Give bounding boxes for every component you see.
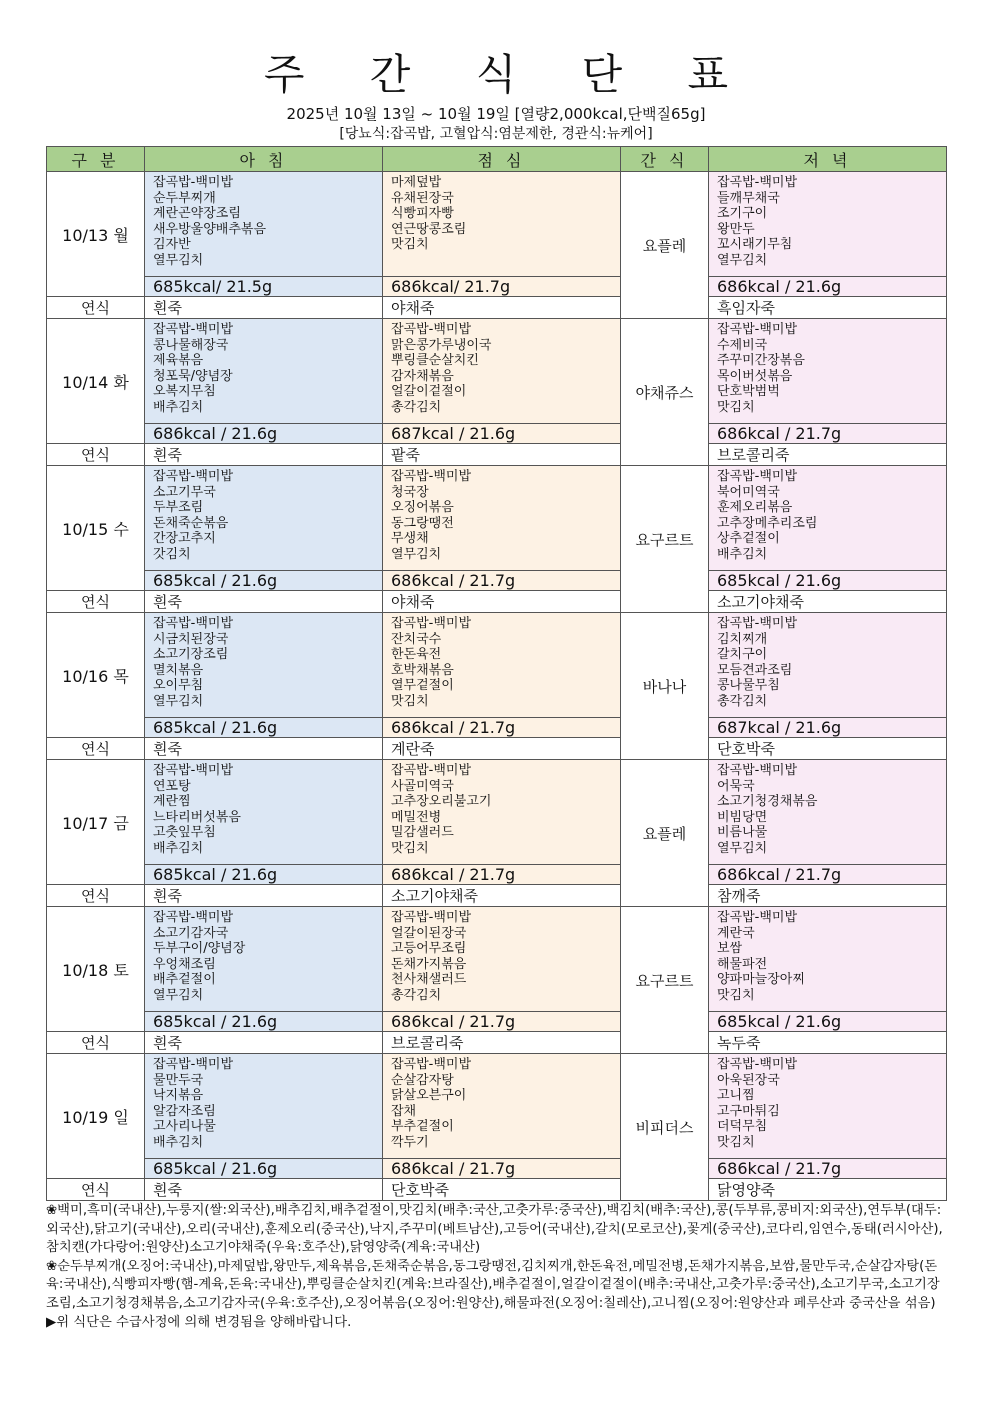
kcal-row — [47, 571, 947, 591]
lunch-item: 천사채샐러드 — [391, 972, 467, 988]
dinner-item: 해물파전 — [717, 956, 768, 972]
breakfast-item: 간장고추지 — [153, 531, 216, 547]
kcal-row — [47, 1159, 947, 1179]
dinner-item: 총각김치 — [717, 693, 768, 709]
breakfast-items — [145, 319, 383, 424]
dinner-item: 김치찌개 — [717, 631, 768, 647]
dinner-items — [709, 613, 947, 718]
lunch-item: 맛김치 — [391, 693, 429, 709]
lunch-item: 고추장오리불고기 — [391, 794, 492, 810]
dinner-item: 단호박범벅 — [717, 384, 780, 400]
lunch-kcal: 686kcal / 21.7g — [383, 718, 621, 738]
breakfast-porridge: 흰죽 — [145, 885, 383, 907]
dinner-item: 고추장메추리조림 — [717, 515, 818, 531]
dinner-item: 보쌈 — [717, 941, 743, 957]
lunch-item: 잡곡밥-백미밥 — [391, 322, 472, 337]
breakfast-item: 소고기감자국 — [153, 925, 229, 941]
porridge-label: 연식 — [47, 1179, 145, 1201]
dinner-kcal: 685kcal / 21.6g — [709, 571, 947, 591]
dinner-items — [709, 319, 947, 424]
weekly-menu-table — [46, 146, 947, 1201]
dinner-item: 맛김치 — [717, 399, 755, 415]
dinner-item: 목이버섯볶음 — [717, 368, 793, 384]
dinner-item: 잡곡밥-백미밥 — [717, 469, 798, 484]
dinner-item: 열무김치 — [717, 252, 768, 268]
breakfast-item: 물만두국 — [153, 1072, 204, 1088]
breakfast-item: 잡곡밥-백미밥 — [153, 322, 234, 337]
dinner-item: 상추겉절이 — [717, 531, 780, 547]
dinner-item: 더덕무침 — [717, 1119, 768, 1135]
dinner-item: 훈제오리볶음 — [717, 500, 793, 516]
origin-notes — [46, 1202, 950, 1332]
breakfast-item: 우엉채조림 — [153, 956, 216, 972]
breakfast-item: 김자반 — [153, 237, 191, 253]
dinner-item: 비름나물 — [717, 825, 768, 841]
lunch-item: 뿌링클순살치킨 — [391, 353, 479, 369]
dinner-item: 맛김치 — [717, 987, 755, 1003]
breakfast-item: 배추김치 — [153, 840, 204, 856]
dinner-item: 들깨무채국 — [717, 190, 780, 206]
breakfast-item: 잡곡밥-백미밥 — [153, 469, 234, 484]
lunch-item: 잡곡밥-백미밥 — [391, 469, 472, 484]
dinner-items — [709, 172, 947, 277]
dinner-item: 열무김치 — [717, 840, 768, 856]
porridge-row — [47, 885, 947, 907]
lunch-item: 식빵피자빵 — [391, 206, 454, 222]
change-notice: ▶위 식단은 수급사정에 의해 변경됨을 양해바랍니다. — [46, 1314, 352, 1330]
kcal-row — [47, 277, 947, 297]
breakfast-kcal: 685kcal / 21.6g — [145, 865, 383, 885]
breakfast-items — [145, 466, 383, 571]
breakfast-items — [145, 1054, 383, 1159]
day-row — [47, 1054, 947, 1159]
breakfast-item: 순두부찌개 — [153, 190, 216, 206]
lunch-item: 한돈육전 — [391, 647, 442, 663]
porridge-label: 연식 — [47, 444, 145, 466]
day-label: 10/14 화 — [47, 319, 145, 444]
lunch-item: 잔치국수 — [391, 631, 442, 647]
lunch-item: 오징어볶음 — [391, 500, 454, 516]
day-label: 10/19 일 — [47, 1054, 145, 1179]
header-snack: 간 식 — [621, 147, 709, 172]
dinner-porridge: 소고기야채죽 — [709, 591, 947, 613]
lunch-item: 감자채볶음 — [391, 368, 454, 384]
breakfast-item: 낙지볶음 — [153, 1088, 204, 1104]
lunch-porridge: 계란죽 — [383, 738, 621, 760]
kcal-row — [47, 1012, 947, 1032]
lunch-item: 깍두기 — [391, 1134, 429, 1150]
dinner-item: 꼬시래기무침 — [717, 237, 793, 253]
dinner-item: 배추김치 — [717, 546, 768, 562]
dinner-kcal: 686kcal / 21.6g — [709, 277, 947, 297]
lunch-item: 잡채 — [391, 1103, 417, 1119]
lunch-item: 열무겉절이 — [391, 678, 454, 694]
dinner-item: 북어미역국 — [717, 484, 780, 500]
breakfast-item: 열무김치 — [153, 987, 204, 1003]
snack-cell: 바나나 — [621, 613, 709, 760]
dinner-item: 주꾸미간장볶음 — [717, 353, 805, 369]
date-range-subtitle: 2025년 10월 13일 ~ 10월 19일 [열량2,000kcal,단백질65g] — [286, 105, 706, 123]
breakfast-item: 배추김치 — [153, 399, 204, 415]
porridge-label: 연식 — [47, 738, 145, 760]
breakfast-item: 제육볶음 — [153, 353, 204, 369]
dinner-item: 잡곡밥-백미밥 — [717, 175, 798, 190]
dinner-porridge: 단호박죽 — [709, 738, 947, 760]
breakfast-kcal: 685kcal/ 21.5g — [145, 277, 383, 297]
kcal-row — [47, 718, 947, 738]
lunch-item: 맛김치 — [391, 237, 429, 253]
dinner-item: 콩나물무침 — [717, 678, 780, 694]
lunch-porridge: 팥죽 — [383, 444, 621, 466]
dinner-item: 수제비국 — [717, 337, 768, 353]
dinner-items — [709, 466, 947, 571]
lunch-items — [383, 1054, 621, 1159]
breakfast-item: 멸치볶음 — [153, 662, 204, 678]
porridge-row — [47, 591, 947, 613]
lunch-items — [383, 466, 621, 571]
breakfast-kcal: 685kcal / 21.6g — [145, 571, 383, 591]
breakfast-porridge: 흰죽 — [145, 591, 383, 613]
lunch-item: 동그랑땡전 — [391, 515, 454, 531]
snack-cell: 요플레 — [621, 760, 709, 907]
lunch-items — [383, 907, 621, 1012]
lunch-kcal: 686kcal / 21.7g — [383, 1159, 621, 1179]
breakfast-item: 느타리버섯볶음 — [153, 809, 241, 825]
breakfast-item: 고춧잎무침 — [153, 825, 216, 841]
day-label: 10/13 월 — [47, 172, 145, 297]
breakfast-item: 잡곡밥-백미밥 — [153, 616, 234, 631]
lunch-item: 메밀전병 — [391, 809, 442, 825]
day-label: 10/15 수 — [47, 466, 145, 591]
lunch-item: 고등어무조림 — [391, 941, 467, 957]
lunch-kcal: 687kcal / 21.6g — [383, 424, 621, 444]
day-label: 10/17 금 — [47, 760, 145, 885]
dinner-item: 왕만두 — [717, 221, 755, 237]
lunch-porridge: 단호박죽 — [383, 1179, 621, 1201]
breakfast-item: 콩나물해장국 — [153, 337, 229, 353]
dinner-item: 잡곡밥-백미밥 — [717, 1057, 798, 1072]
dinner-porridge: 참깨죽 — [709, 885, 947, 907]
kcal-row — [47, 424, 947, 444]
dinner-items — [709, 760, 947, 865]
lunch-kcal: 686kcal/ 21.7g — [383, 277, 621, 297]
breakfast-porridge: 흰죽 — [145, 738, 383, 760]
lunch-item: 잡곡밥-백미밥 — [391, 616, 472, 631]
origin-note-1: ❀백미,흑미(국내산),누룽지(쌀:외국산),배추김치,배추겉절이,맛김치(배추:국산,고춧가루:중국산),백김치(배추:국산),콩(두부류,콩비지:외국산),연두부(대두:외국산),닭고기(국내산),오리(국내산),훈제오리(중국산),낙지,주꾸미(베트남산),고등어(국내산),갈치(모로코산),꽃게(중국산),코다리,임연수,동태(러시아산),참치캔(가다랑어:원양산)소고기야채죽(우육:호주산),닭영양죽(계육:국내산) — [46, 1203, 943, 1256]
dinner-item: 잡곡밥-백미밥 — [717, 322, 798, 337]
lunch-item: 유채된장국 — [391, 190, 454, 206]
lunch-item: 열무김치 — [391, 546, 442, 562]
breakfast-item: 잡곡밥-백미밥 — [153, 1057, 234, 1072]
breakfast-items — [145, 907, 383, 1012]
porridge-row — [47, 1179, 947, 1201]
dinner-item: 계란국 — [717, 925, 755, 941]
breakfast-item: 열무김치 — [153, 252, 204, 268]
dinner-items — [709, 1054, 947, 1159]
breakfast-porridge: 흰죽 — [145, 444, 383, 466]
snack-cell: 요구르트 — [621, 466, 709, 613]
kcal-row — [47, 865, 947, 885]
breakfast-item: 돈채죽순볶음 — [153, 515, 229, 531]
snack-cell: 야채쥬스 — [621, 319, 709, 466]
breakfast-item: 오복지무침 — [153, 384, 216, 400]
origin-note-2: ❀순두부찌개(오징어:국내산),마제덮밥,왕만두,제육볶음,돈채죽순볶음,동그랑땡전,김치찌개,한돈육전,메밀전병,돈채가지볶음,보쌈,물만두국,순살감자탕(돈육:국내산),식빵피자빵(햄-계육,돈육:국내산),뿌링클순살치킨(계육:브라질산),배추겉절이,얼갈이겉절이(배추:국내산,고춧가루:중국산),소고기무국,소고기장조림,소고기청경채볶음,소고기감자국(우육:호주산),오징어볶음(오징어:원양산),해물파전(오징어:칠레산),고니찜(오징어:원양산과 페루산과 중국산을 섞음) — [46, 1258, 940, 1311]
dinner-item: 양파마늘장아찌 — [717, 972, 805, 988]
dinner-item: 잡곡밥-백미밥 — [717, 616, 798, 631]
dinner-porridge: 흑임자죽 — [709, 297, 947, 319]
breakfast-porridge: 흰죽 — [145, 1032, 383, 1054]
breakfast-item: 계란곤약장조림 — [153, 206, 241, 222]
lunch-items — [383, 760, 621, 865]
breakfast-item: 배추김치 — [153, 1134, 204, 1150]
breakfast-item: 소고기장조림 — [153, 647, 229, 663]
day-label: 10/16 목 — [47, 613, 145, 738]
lunch-items — [383, 613, 621, 718]
lunch-porridge: 소고기야채죽 — [383, 885, 621, 907]
day-row — [47, 466, 947, 571]
lunch-item: 돈채가지볶음 — [391, 956, 467, 972]
day-row — [47, 172, 947, 277]
dinner-items — [709, 907, 947, 1012]
lunch-item: 호박채볶음 — [391, 662, 454, 678]
lunch-kcal: 686kcal / 21.7g — [383, 865, 621, 885]
dinner-item: 비빔당면 — [717, 809, 768, 825]
snack-cell: 요플레 — [621, 172, 709, 319]
porridge-label: 연식 — [47, 885, 145, 907]
dinner-kcal: 686kcal / 21.7g — [709, 424, 947, 444]
dinner-item: 잡곡밥-백미밥 — [717, 763, 798, 778]
breakfast-item: 두부구이/양념장 — [153, 941, 246, 957]
header-row — [47, 147, 947, 172]
lunch-item: 사골미역국 — [391, 778, 454, 794]
lunch-porridge: 야채죽 — [383, 297, 621, 319]
breakfast-item: 잡곡밥-백미밥 — [153, 175, 234, 190]
dinner-item: 모듬견과조림 — [717, 662, 793, 678]
breakfast-items — [145, 172, 383, 277]
dinner-porridge: 브로콜리죽 — [709, 444, 947, 466]
porridge-row — [47, 297, 947, 319]
breakfast-item: 새우방울양배추볶음 — [153, 221, 267, 237]
breakfast-item: 갓김치 — [153, 546, 191, 562]
day-row — [47, 760, 947, 865]
breakfast-kcal: 685kcal / 21.6g — [145, 1012, 383, 1032]
breakfast-porridge: 흰죽 — [145, 1179, 383, 1201]
breakfast-item: 계란찜 — [153, 794, 191, 810]
dinner-kcal: 685kcal / 21.6g — [709, 1012, 947, 1032]
breakfast-item: 잡곡밥-백미밥 — [153, 910, 234, 925]
lunch-items — [383, 172, 621, 277]
header-breakfast: 아 침 — [145, 147, 383, 172]
dinner-item: 갈치구이 — [717, 647, 768, 663]
breakfast-item: 잡곡밥-백미밥 — [153, 763, 234, 778]
diet-note-subtitle: [당뇨식:잡곡밥, 고혈압식:염분제한, 경관식:뉴케어] — [339, 126, 653, 142]
porridge-label: 연식 — [47, 591, 145, 613]
breakfast-item: 고사리나물 — [153, 1119, 216, 1135]
dinner-item: 고니찜 — [717, 1088, 755, 1104]
lunch-kcal: 686kcal / 21.7g — [383, 571, 621, 591]
day-label: 10/18 토 — [47, 907, 145, 1032]
dinner-porridge: 닭영양죽 — [709, 1179, 947, 1201]
lunch-item: 맑은콩가루냉이국 — [391, 337, 492, 353]
snack-cell: 비피더스 — [621, 1054, 709, 1201]
page-title: 주 간 식 단 표 — [263, 50, 755, 99]
porridge-row — [47, 444, 947, 466]
breakfast-item: 오이무침 — [153, 678, 204, 694]
lunch-item: 닭살오븐구이 — [391, 1088, 467, 1104]
breakfast-item: 열무김치 — [153, 693, 204, 709]
breakfast-kcal: 685kcal / 21.6g — [145, 1159, 383, 1179]
dinner-item: 소고기청경채볶음 — [717, 794, 818, 810]
dinner-item: 잡곡밥-백미밥 — [717, 910, 798, 925]
lunch-item: 총각김치 — [391, 987, 442, 1003]
lunch-item: 부추겉절이 — [391, 1119, 454, 1135]
breakfast-item: 연포탕 — [153, 778, 191, 794]
lunch-item: 청국장 — [391, 484, 429, 500]
dinner-kcal: 686kcal / 21.7g — [709, 865, 947, 885]
breakfast-porridge: 흰죽 — [145, 297, 383, 319]
breakfast-item: 시금치된장국 — [153, 631, 229, 647]
header-lunch: 점 심 — [383, 147, 621, 172]
dinner-item: 어묵국 — [717, 778, 755, 794]
porridge-label: 연식 — [47, 297, 145, 319]
breakfast-item: 알감자조림 — [153, 1103, 216, 1119]
lunch-item: 밀감샐러드 — [391, 825, 454, 841]
breakfast-item: 청포묵/양념장 — [153, 368, 233, 384]
porridge-label: 연식 — [47, 1032, 145, 1054]
lunch-item: 잡곡밥-백미밥 — [391, 1057, 472, 1072]
breakfast-kcal: 686kcal / 21.6g — [145, 424, 383, 444]
dinner-kcal: 686kcal / 21.7g — [709, 1159, 947, 1179]
lunch-item: 잡곡밥-백미밥 — [391, 910, 472, 925]
lunch-item: 맛김치 — [391, 840, 429, 856]
lunch-item: 순살감자탕 — [391, 1072, 454, 1088]
lunch-item: 얼갈이된장국 — [391, 925, 467, 941]
snack-cell: 요구르트 — [621, 907, 709, 1054]
lunch-item: 얼갈이겉절이 — [391, 384, 467, 400]
dinner-item: 맛김치 — [717, 1134, 755, 1150]
lunch-item: 잡곡밥-백미밥 — [391, 763, 472, 778]
breakfast-items — [145, 760, 383, 865]
dinner-item: 아욱된장국 — [717, 1072, 780, 1088]
lunch-item: 총각김치 — [391, 399, 442, 415]
lunch-kcal: 686kcal / 21.7g — [383, 1012, 621, 1032]
lunch-porridge: 야채죽 — [383, 591, 621, 613]
lunch-item: 마제덮밥 — [391, 175, 442, 190]
dinner-item: 고구마튀김 — [717, 1103, 780, 1119]
dinner-kcal: 687kcal / 21.6g — [709, 718, 947, 738]
breakfast-item: 소고기무국 — [153, 484, 216, 500]
day-row — [47, 907, 947, 1012]
lunch-porridge: 브로콜리죽 — [383, 1032, 621, 1054]
breakfast-item: 두부조림 — [153, 500, 204, 516]
porridge-row — [47, 1032, 947, 1054]
lunch-items — [383, 319, 621, 424]
breakfast-items — [145, 613, 383, 718]
day-row — [47, 613, 947, 718]
porridge-row — [47, 738, 947, 760]
header-category: 구 분 — [47, 147, 145, 172]
day-row — [47, 319, 947, 424]
dinner-porridge: 녹두죽 — [709, 1032, 947, 1054]
dinner-item: 조기구이 — [717, 206, 768, 222]
lunch-item: 연근땅콩조림 — [391, 221, 467, 237]
breakfast-kcal: 685kcal / 21.6g — [145, 718, 383, 738]
lunch-item: 무생채 — [391, 531, 429, 547]
breakfast-item: 배추겉절이 — [153, 972, 216, 988]
header-dinner: 저 녁 — [709, 147, 947, 172]
